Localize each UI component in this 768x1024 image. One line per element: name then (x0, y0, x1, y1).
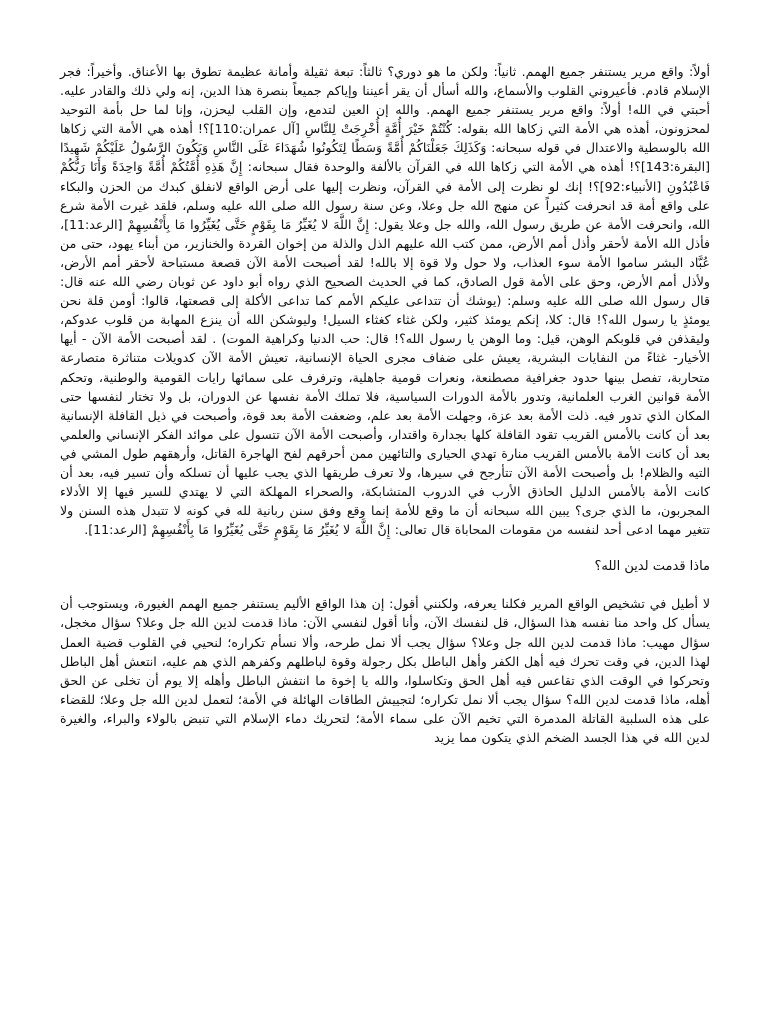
body-paragraph-2: لا أطيل في تشخيص الواقع المرير فكلنا يعرفه، ولكنني أقول: إن هذا الواقع الأليم يستنفر جميع الهمم الغيورة، ويستوجب أن يسأل كل واحد منا نفسه هذا السؤال، قل لنفسك الآن، وأنا أقول لنفسي الآن: ماذا قدمت لدين الله جل وعلا؟ سؤال مخجل، سؤال مهيب: ماذا قدمت لدين الله جل وعلا؟ سؤال يجب ألا نمل طرحه، وألا نسأم تكراره؛ لنحيي في القلوب قضية العمل لهذا الدين، في وقت تحرك فيه أهل الكفر وأهل الباطل بكل رجولة وقوة لباطلهم وكفرهم الذي هم عليه، انتعش أهل الباطل وتحركوا في الوقت الذي تقاعس فيه أهل الحق وتكاسلوا، والله يا إخوة ما انتفش الباطل وأهله إلا يوم أن تخلى عن الحق أهله، ماذا قدمت لدين الله؟ سؤال يجب ألا نمل تكراره؛ لتجييش الطاقات الهائلة في الأمة؛ لتعمل لدين الله جل وعلا؛ للقضاء على هذه السلبية القاتلة المدمرة التي تخيم الآن على سماء الأمة؛ لتحريك دماء الإسلام التي تنبض بالولاء والبراء، والغيرة لدين الله في هذا الجسد الضخم الذي يتكون مما يزيد (60, 596, 710, 745)
body-paragraph-1: أولاً: واقع مرير يستنفر جميع الهمم. ثانياً: ولكن ما هو دوري؟ ثالثاً: تبعة ثقيلة وأمانة عظيمة تطوق بها الأعناق. وأخيراً: فجر الإسلام قادم. فأعيروني القلوب والأسماع، والله أسأل أن يقر أعيننا وإياكم جميعاً بنصرة هذا الدين، إنه ولي ذلك والقادر عليه. أحبتي في الله! أولاً: واقع مرير يستنفر جميع الهمم. والله إن العين لتدمع، وإن القلب ليحزن، وإنا لما حل بأمة التوحيد لمحزونون، أهذه هي الأمة التي زكاها الله بقوله: كُنْتُمْ خَيْرَ أُمَّةٍ أُخْرِجَتْ لِلنَّاسِ [آل عمران:110]؟! أهذه هي الأمة التي زكاها الله بالوسطية والاعتدال في قوله سبحانه: وَكَذَلِكَ جَعَلْنَاكُمْ أُمَّةً وَسَطًا لِتَكُونُوا شُهَدَاءَ عَلَى النَّاسِ وَيَكُونَ الرَّسُولُ عَلَيْكُمْ شَهِيدًا [البقرة:143]؟! أهذه هي الأمة التي زكاها الله في القرآن بالألفة والوحدة فقال سبحانه: إِنَّ هَذِهِ أُمَّتُكُمْ أُمَّةً وَاحِدَةً وَأَنَا رَبُّكُمْ فَاعْبُدُونِ [الأنبياء:92]؟! إنك لو نظرت إلى الأمة في القرآن، ونظرت إليها على أرض الواقع لانفلق كبدك من الحزن والبكاء على واقع أمة قد انحرفت كثيراً عن منهج الله جل وعلا، وعن سنة رسول الله صلى الله عليه وسلم، فلقد غيرت الأمة شرع الله، وانحرفت الأمة عن طريق رسول الله، والله جل وعلا يقول: إِنَّ اللَّهَ لا يُغَيِّرُ مَا بِقَوْمٍ حَتَّى يُغَيِّرُوا مَا بِأَنْفُسِهِمْ [الرعد:11]، فأذل الله الأمة لأحقر وأذل أمم الأرض، ممن كتب الله عليهم الذل والذلة من إخوان القردة والخنازير، من أبناء يهود، حتى من عُبَّاد البشر ساموا الأمة سوء العذاب، ولا حول ولا قوة إلا بالله! لقد أصبحت الأمة الآن قصعة مستباحة لأحقر أمم الأرض، ولأذل أمم الأرض، وحق على الأمة قول الصادق، كما في الحديث الصحيح الذي رواه أبو داود عن ثوبان رضي الله عنه قال: قال رسول الله صلى الله عليه وسلم: (يوشك أن تتداعى عليكم الأمم كما تداعى الأكلة إلى قصعتها، قالوا: أومن قلة نحن يومئذٍ يا رسول الله؟! قال: كلا، إنكم يومئذ كثير، ولكن غثاء كغثاء السيل! وليوشكن الله أن ينزع المهابة من قلوب عدوكم، وليقذفن في قلوبكم الوهن، قيل: وما الوهن يا رسول الله؟! قال: حب الدنيا وكراهية الموت) . لقد أصبحت الأمة الآن - أيها الأخيار- غثاءً من النفايات البشرية، يعيش على ضفاف مجرى الحياة الإنسانية، تعيش الأمة الآن كدويلات متناثرة متصارعة متحاربة، تفصل بينها حدود جغرافية مصطنعة، ونعرات قومية جاهلية، وترفرف على سمائها رايات القومية والوطنية، وتحكم الأمة قوانين الغرب العلمانية، وتدور بالأمة الدورات السياسية، فلا تملك الأمة نفسها عن الدوران، بل ولا تختار لنفسها حتى المكان الذي تدور فيه. ذلت الأمة بعد عزة، وجهلت الأمة بعد علم، وضعفت الأمة بعد قوة، وأصبحت في ذيل القافلة الإنسانية بعد أن كانت بالأمس القريب تقود القافلة كلها بجدارة واقتدار، وأصبحت الأمة الآن تتسول على موائد الفكر الإنساني والعلمي بعد أن كانت الأمة بالأمس القريب منارة تهدي الحيارى والتائهين ممن أحرقهم لفح الهاجرة القاتل، وأرهقهم طول المشي في التيه والظلام! بل وأصبحت الأمة الآن تتأرجح في سيرها، ولا تعرف طريقها الذي يجب عليها أن تسلكه وأن تسير فيه، بعد أن كانت الأمة بالأمس الدليل الحاذق الأرب في الدروب المتشابكة، والصحراء المهلكة التي لا يهتدي للسير فيها إلا الأدلاء المجربون، ما الذي جرى؟ يبين الله سبحانه أن ما وقع للأمة إنما وقع وفق سنن ربانية لله في كونه لا تتبدل هذه السنن ولا تتغير مهما ادعى أحد لنفسه من مقومات المحاباة قال تعالى: إِنَّ اللَّهَ لا يُغَيِّرُ مَا بِقَوْمٍ حَتَّى يُغَيِّرُوا مَا بِأَنْفُسِهِمْ [الرعد:11]. (60, 64, 711, 538)
section-heading: ماذا قدمت لدين الله؟ (594, 559, 710, 575)
